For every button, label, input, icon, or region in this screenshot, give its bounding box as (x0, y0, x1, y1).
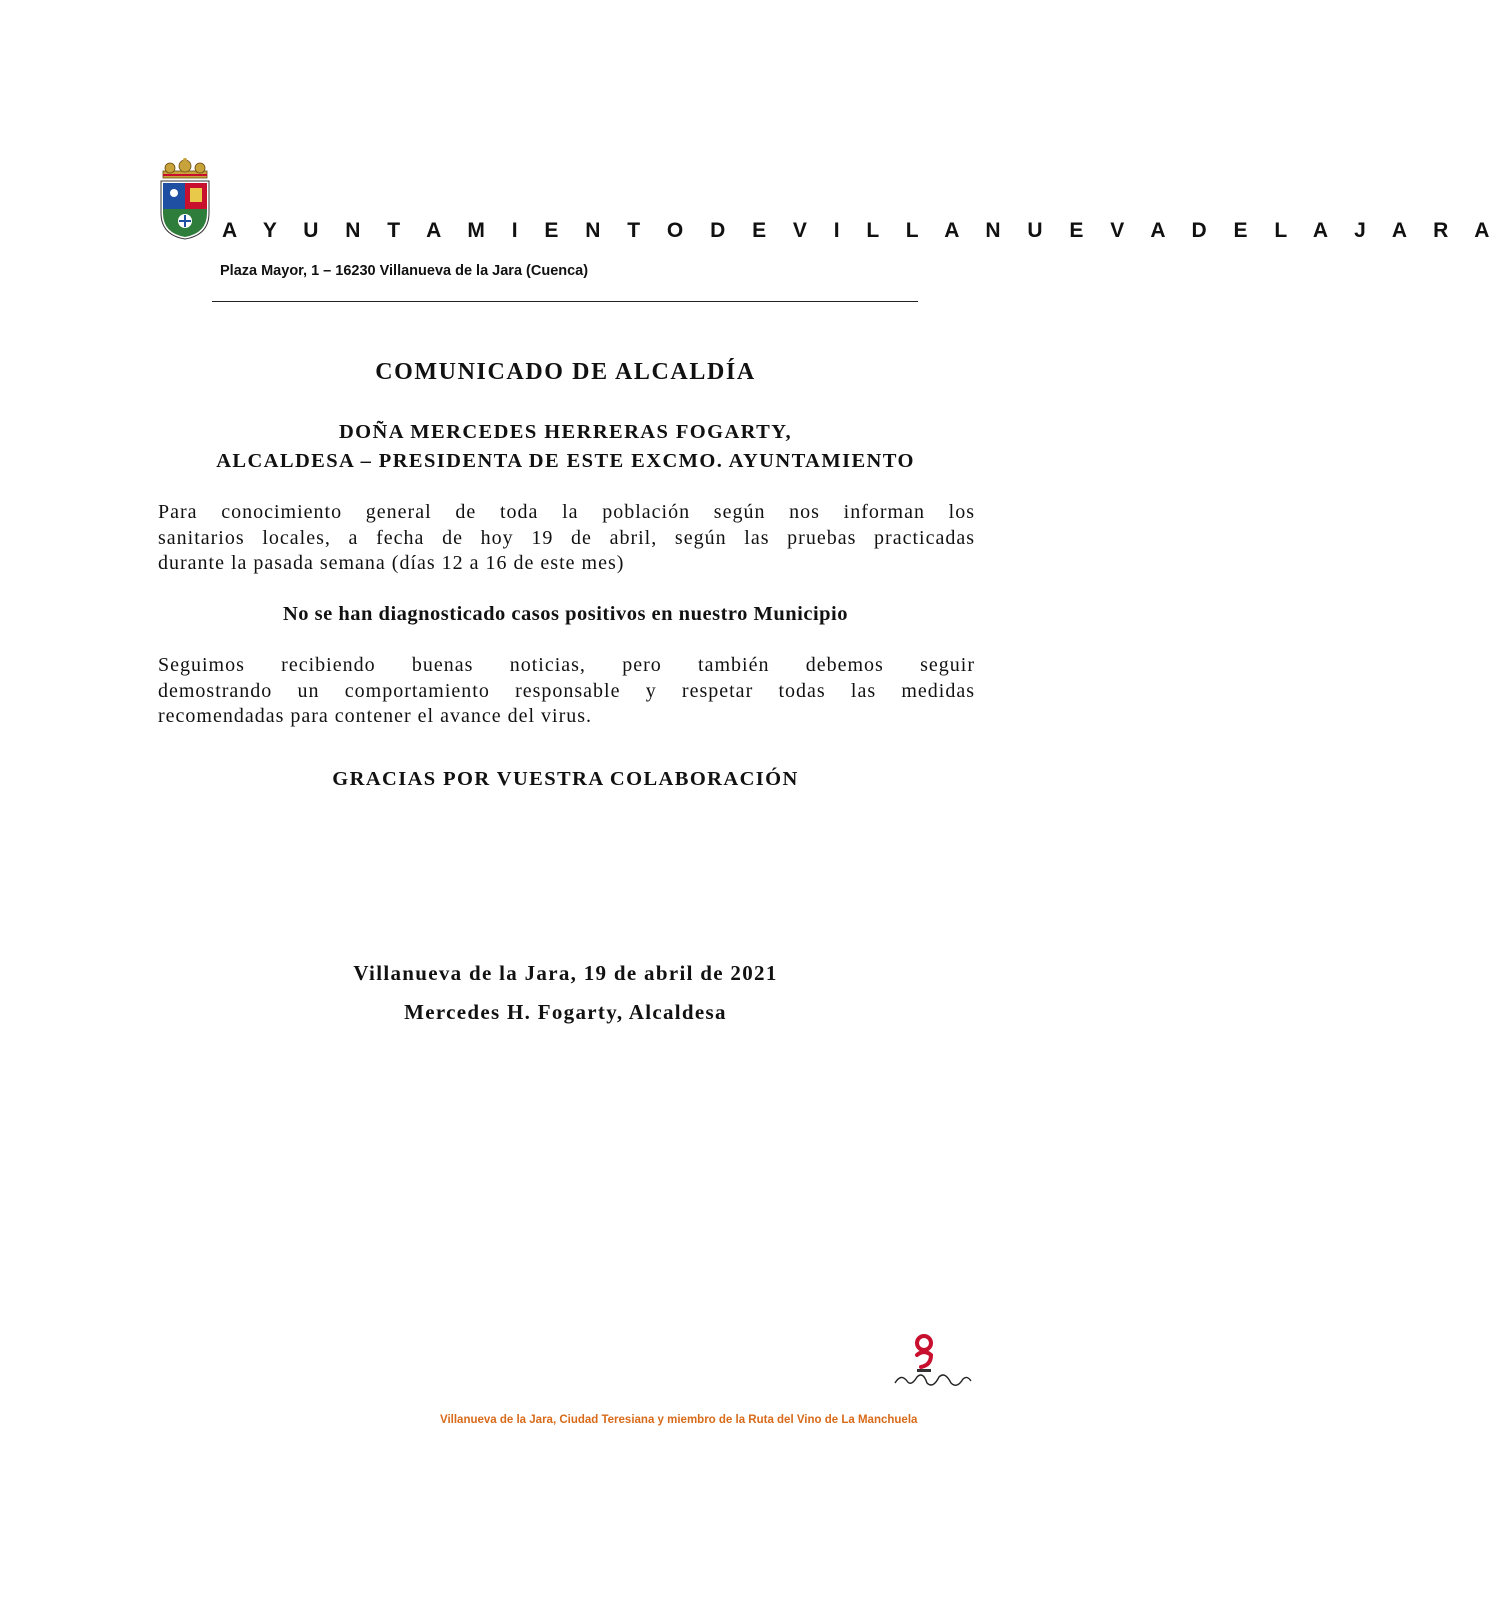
official-name-line: DOÑA MERCEDES HERRERAS FOGARTY, (338, 421, 793, 443)
organization-address: Plaza Mayor, 1 – 16230 Villanueva de la Jara (Cuenca) (220, 263, 589, 279)
paragraph-line: Seguimos recibiendo buenas noticias, pero también debemos seguir (158, 654, 975, 676)
footer-tagline: Villanueva de la Jara, Ciudad Teresiana y miembro de la Ruta del Vino de La Manchuela (440, 1414, 918, 1426)
highlight-statement: No se han diagnosticado casos positivos en nuestro Municipio (283, 603, 848, 625)
signer-name: Mercedes H. Fogarty, Alcaldesa (404, 1000, 727, 1024)
huellas-teresa-logo-icon (893, 1333, 973, 1391)
paragraph-line: sanitarios locales, a fecha de hoy 19 de abril, según las pruebas practicadas (158, 526, 975, 549)
thanks-statement: GRACIAS POR VUESTRA COLABORACIÓN (332, 768, 799, 790)
paragraph-line: recomendadas para contener el avance del virus. (158, 705, 593, 727)
header-divider (212, 301, 918, 302)
document-title: COMUNICADO DE ALCALDÍA (375, 359, 756, 385)
place-and-date: Villanueva de la Jara, 19 de abril de 2021 (353, 961, 778, 985)
official-role-line: ALCALDESA – PRESIDENTA DE ESTE EXCMO. AYUNTAMIENTO (216, 450, 915, 472)
paragraph-recommendation (158, 653, 975, 730)
official-block (0, 418, 1131, 476)
paragraph-information (158, 500, 975, 577)
paragraph-line: demostrando un comportamiento responsable y respetar todas las medidas (158, 679, 975, 702)
organization-name: A Y U N T A M I E N T O D E V I L L A N U E V A D E L A J A R A (222, 219, 1500, 242)
paragraph-line: durante la pasada semana (días 12 a 16 de este mes) (158, 552, 625, 574)
coat-of-arms-icon (157, 157, 213, 241)
paragraph-line: Para conocimiento general de toda la población según nos informan los (158, 501, 975, 523)
